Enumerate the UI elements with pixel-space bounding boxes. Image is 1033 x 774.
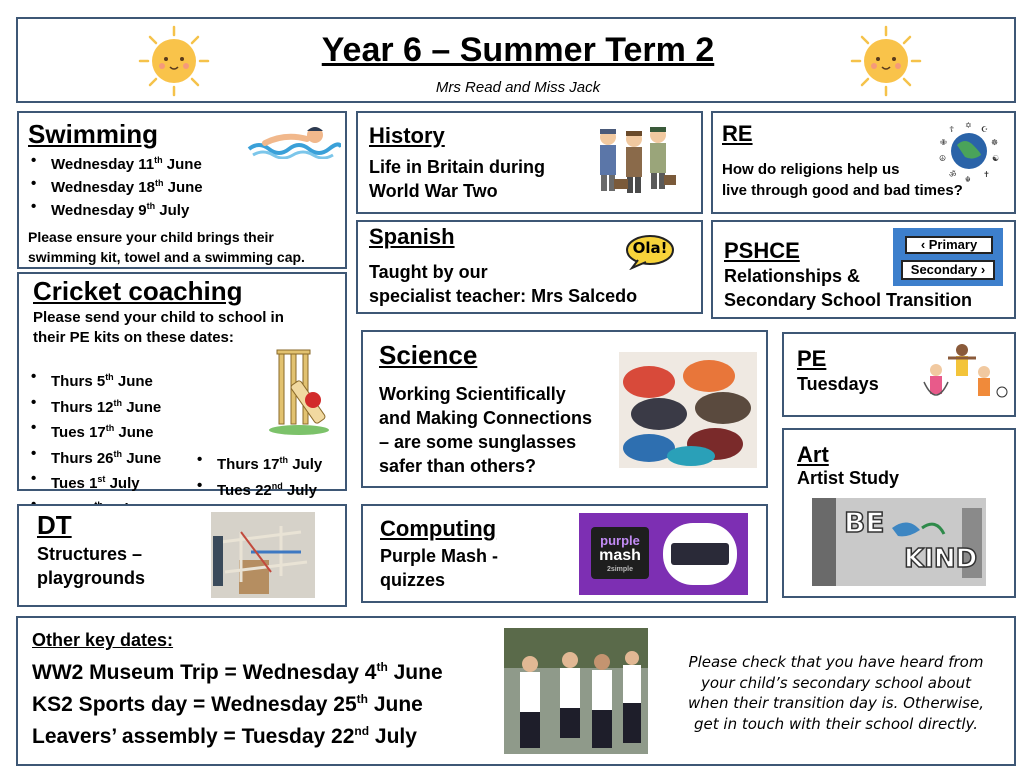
- text-line: – are some sunglasses: [379, 432, 577, 452]
- text-line: safer than others?: [379, 456, 537, 476]
- pe-title: PE: [797, 346, 827, 371]
- primary-sign-label: Primary: [928, 237, 978, 252]
- children-exercising-icon: [918, 342, 1008, 408]
- primary-secondary-signs-icon: [893, 228, 1003, 286]
- be-kind-art-photo: [812, 498, 986, 586]
- logo-small-text: 2simple: [606, 566, 634, 573]
- sunglasses-photo: [619, 352, 757, 468]
- re-title: RE: [722, 121, 753, 146]
- list-item: • Wednesday 18th June: [27, 174, 203, 197]
- svg-text:☦: ☦: [949, 125, 955, 134]
- swimming-box: [17, 111, 347, 269]
- swimming-note: [28, 227, 305, 267]
- primary-sign: [905, 236, 993, 254]
- art-box: [782, 428, 1016, 598]
- svg-text:☪: ☪: [981, 125, 989, 134]
- list-item: • Thurs 12th June: [27, 393, 161, 419]
- dt-box: [17, 504, 347, 607]
- ola-speech-bubble-icon: [624, 234, 676, 270]
- dt-title: DT: [37, 510, 72, 540]
- pshce-box: [711, 220, 1016, 319]
- note-line: Please ensure your child brings their: [28, 229, 274, 245]
- science-box: [361, 330, 768, 488]
- computing-title: Computing: [380, 516, 497, 541]
- text-line: How do religions help us: [722, 161, 900, 178]
- cricket-box: [17, 272, 347, 499]
- svg-text:ॐ: ॐ: [949, 170, 957, 179]
- cricket-dates-list-right: [193, 450, 322, 501]
- intro-line: Please send your child to school in: [33, 309, 284, 326]
- svg-text:☬: ☬: [965, 175, 971, 183]
- chevron-right-icon: ›: [977, 262, 986, 277]
- key-dates-list: [32, 654, 443, 750]
- list-item: • Wednesday 9th July: [27, 197, 203, 220]
- list-item: Leavers’ assembly = Tuesday 22nd July: [32, 724, 417, 748]
- svg-text:☸: ☸: [991, 138, 999, 147]
- list-item: • Tues 22nd July: [193, 476, 322, 502]
- list-item: • Thurs 26th June: [27, 444, 161, 470]
- secondary-sign: [901, 260, 995, 280]
- computing-text: [380, 544, 498, 592]
- text-line: playgrounds: [37, 568, 146, 588]
- note-line: swimming kit, towel and a swimming cap.: [28, 249, 305, 265]
- logo-bottom-text: mash: [599, 547, 641, 564]
- ola-bubble-text: Ola!: [632, 239, 668, 257]
- text-line: Relationships &: [724, 266, 861, 286]
- art-title: Art: [797, 442, 829, 467]
- list-item: • Thurs 5th June: [27, 367, 161, 393]
- text-line: Taught by our: [369, 262, 488, 282]
- text-line: Working Scientifically: [379, 384, 566, 404]
- logo-top-text: purple: [600, 533, 640, 548]
- dt-text: [37, 542, 145, 590]
- secondary-students-photo: [504, 628, 648, 754]
- text-line: Structures –: [37, 544, 143, 564]
- science-title: Science: [379, 340, 478, 370]
- list-item: • Thurs 17th July: [193, 450, 322, 476]
- intro-line: their PE kits on these dates:: [33, 329, 234, 346]
- history-box: [356, 111, 703, 214]
- list-item: • Tues 1st July: [27, 469, 161, 495]
- note-line: Please check that you have heard from: [688, 653, 984, 671]
- text-line: quizzes: [380, 570, 446, 590]
- svg-text:✡: ✡: [965, 121, 972, 130]
- purple-mash-logo: [579, 513, 748, 595]
- transition-note: [656, 652, 1016, 734]
- re-box: [711, 111, 1016, 214]
- text-line: and Making Connections: [379, 408, 593, 428]
- cricket-title: Cricket coaching: [33, 276, 243, 306]
- page-title: Year 6 – Summer Term 2: [321, 31, 715, 69]
- cricket-intro: [33, 308, 284, 348]
- list-item: • Tues 17th June: [27, 418, 161, 444]
- header-box: [16, 17, 1016, 103]
- key-dates-box: [16, 616, 1016, 766]
- pe-text: Tuesdays: [797, 374, 879, 394]
- swimming-dates-list: [27, 151, 203, 220]
- text-line: Secondary School Transition: [724, 290, 973, 310]
- cricket-bat-stumps-ball-icon: [265, 344, 337, 436]
- chevron-left-icon: ‹: [920, 237, 929, 252]
- cricket-dates-list: [27, 367, 161, 521]
- spanish-title: Spanish: [369, 224, 455, 249]
- spanish-box: [356, 220, 703, 314]
- svg-text:☮: ☮: [939, 154, 947, 163]
- app-screen-icon: [663, 523, 737, 585]
- swimming-title: Swimming: [28, 119, 159, 149]
- svg-text:✝: ✝: [983, 170, 990, 179]
- child-evacuees-icon: [592, 123, 676, 201]
- history-title: History: [369, 123, 445, 148]
- religions-globe-icon: [937, 119, 1001, 183]
- key-dates-title: Other key dates:: [32, 630, 174, 650]
- pshce-title: PSHCE: [724, 238, 800, 263]
- art-text: Artist Study: [797, 468, 900, 488]
- purple-mash-tile: [591, 527, 649, 579]
- note-line: get in touch with their school directly.: [694, 714, 978, 733]
- text-line: specialist teacher: Mrs Salcedo: [369, 286, 638, 306]
- list-item: KS2 Sports day = Wednesday 25th June: [32, 692, 423, 716]
- structures-model-photo: [211, 512, 315, 598]
- be-kind-text-2: KIND: [904, 544, 978, 574]
- science-text: [379, 382, 592, 478]
- be-kind-text-1: BE: [844, 506, 885, 539]
- text-line: Life in Britain during: [369, 157, 545, 177]
- text-line: live through good and bad times?: [722, 182, 963, 199]
- pe-box: [782, 332, 1016, 417]
- history-text: [369, 155, 545, 203]
- secondary-sign-label: Secondary: [910, 262, 978, 277]
- swimmer-icon: [245, 121, 341, 159]
- svg-text:✙: ✙: [940, 138, 947, 147]
- text-line: World War Two: [369, 181, 498, 201]
- svg-text:☯: ☯: [992, 154, 1000, 163]
- re-text: [722, 159, 963, 201]
- note-line: when their transition day is. Otherwise,: [688, 694, 984, 712]
- page-subtitle: Mrs Read and Miss Jack: [435, 79, 601, 96]
- spanish-text: [369, 260, 637, 308]
- note-line: your child’s secondary school about: [700, 673, 972, 692]
- text-line: Purple Mash -: [380, 546, 499, 566]
- computing-box: [361, 504, 768, 603]
- list-item: WW2 Museum Trip = Wednesday 4th June: [32, 660, 443, 684]
- list-item: • Wednesday 11th June: [27, 151, 203, 174]
